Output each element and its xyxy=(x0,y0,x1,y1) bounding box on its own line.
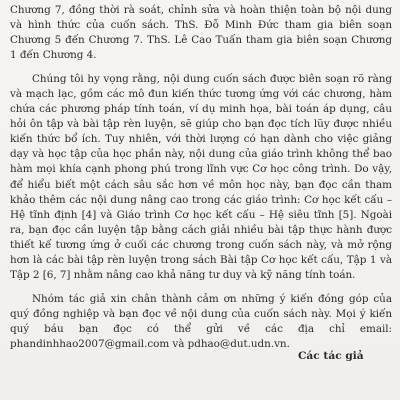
paragraph-thanks: Nhóm tác giả xin chân thành cảm ơn những ý kiến đóng góp của quý đồng nghiệp và bạn đọc về nội dung của cuốn sách này. Mọi ý kiến quý báu bạn đọc có thể gửi về các địa chỉ email: phandinhhao2007@gmail.com và pdhao@dut.udn.vn. xyxy=(10,292,392,350)
body-text xyxy=(10,3,392,352)
signature: Các tác giả xyxy=(298,350,364,362)
paragraph-hope: Chúng tôi hy vọng rằng, nội dung cuốn sách được biên soạn rõ ràng và mạch lạc, gồm các mô đun kiến thức tương ứng với các chương, hàm chứa các phương pháp tính toán, ví dụ minh họa, bài toán áp dụng, câu hỏi ôn tập và bài tập rèn luyện, sẽ giúp cho bạn đọc tích lũy được nhiều kiến thức bổ ích. Tuy nhiên, với thời lượng có hạn dành cho việc giảng dạy và học tập của học phần này, nội dung của giáo trình không thể bao hàm mọi khía cạnh phong phú trong lĩnh vực Cơ học công trình. Do vậy, để hiểu biết một cách sâu sắc hơn về môn học này, bạn đọc cần tham khảo thêm các nội dung nâng cao trong các giáo trình: Cơ học kết cấu – Hệ tĩnh định [4] và Giáo trình Cơ học kết cấu – Hệ siêu tĩnh [5]. Ngoài ra, bạn đọc cần luyện tập bằng cách giải nhiều bài tập thực hành được thiết kế tương ứng ở cuối các chương trong cuốn sách này, và mở rộng hơn là các bài tập rèn luyện trong sách Bài tập Cơ học kết cấu, Tập 1 và Tập 2 [6, 7] nhằm nâng cao khả năng tư duy và kỹ năng tính toán. xyxy=(10,73,392,281)
paragraph-gap xyxy=(10,63,392,72)
paragraph-continued: Chương 7, đồng thời rà soát, chỉnh sửa và hoàn thiện toàn bộ nội dung và hình thức của cuốn sách. ThS. Đỗ Minh Đức tham gia biên soạn Chương 5 đến Chương 7. ThS. Lê Cao Tuấn tham gia biên soạn Chương 1 đến Chương 4. xyxy=(10,4,392,62)
paragraph-gap xyxy=(10,283,392,292)
